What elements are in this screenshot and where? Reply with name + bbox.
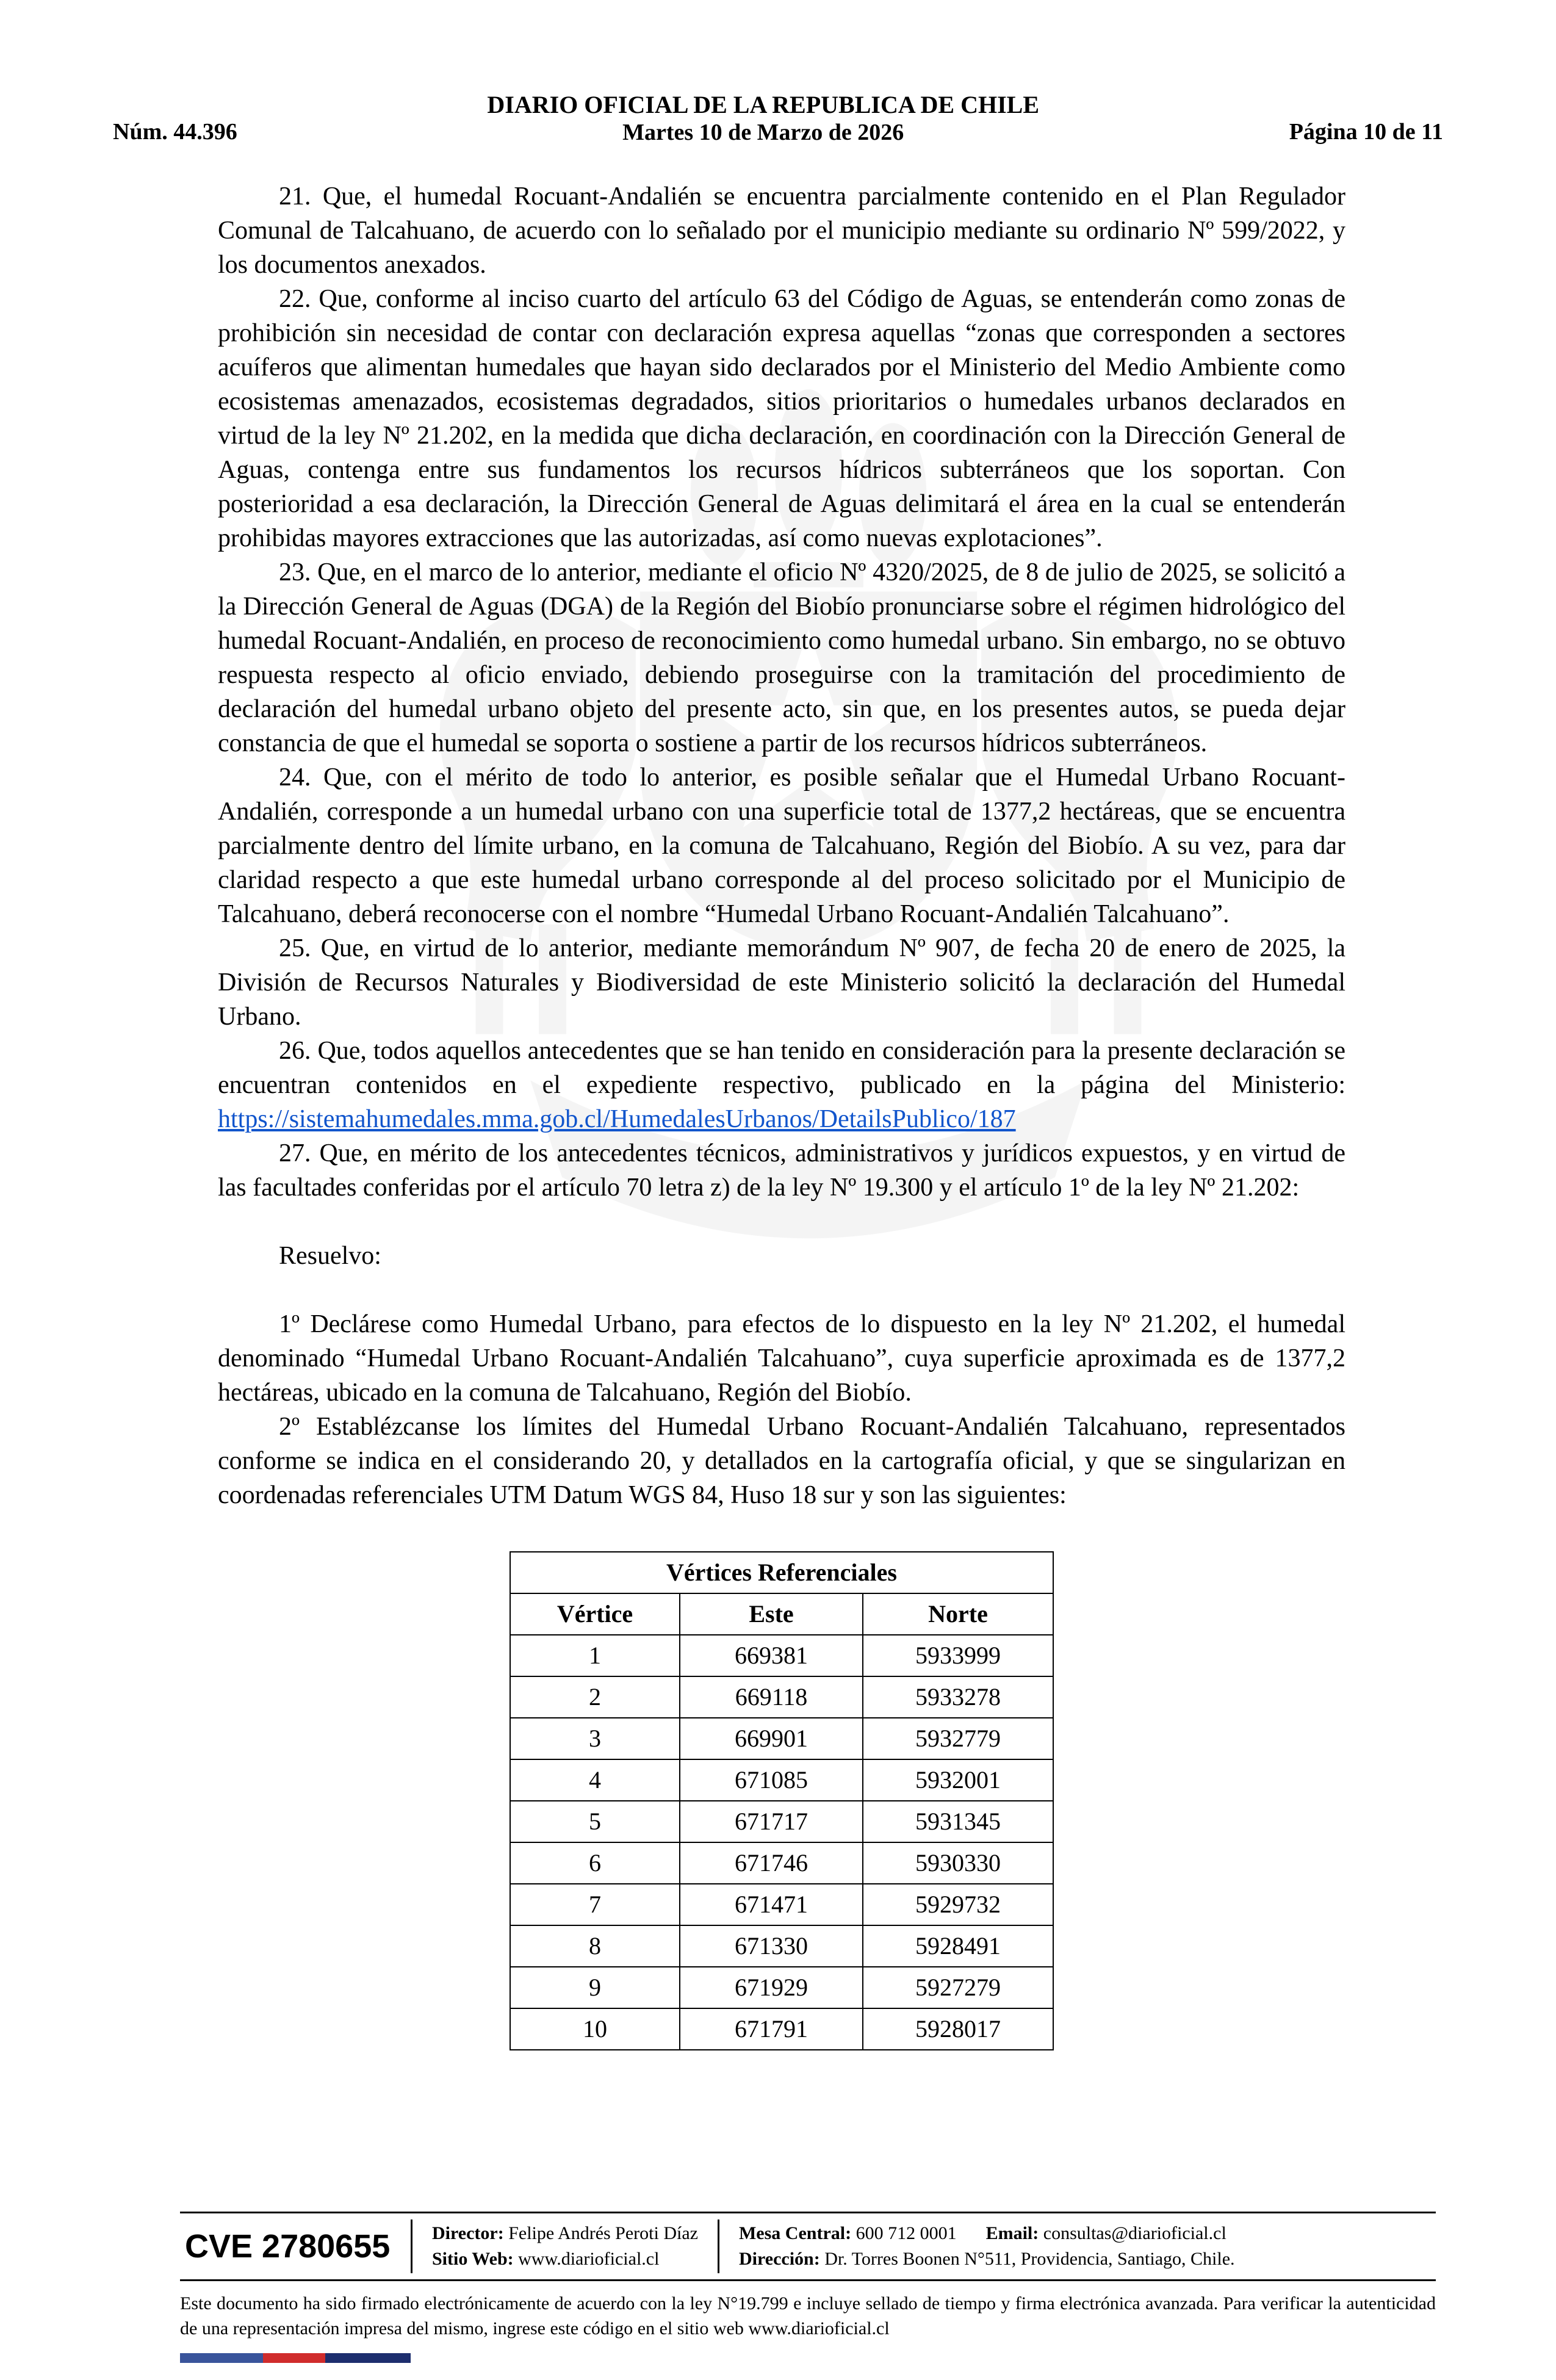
masthead-date: Martes 10 de Marzo de 2026 bbox=[622, 120, 904, 146]
table-cell: 671330 bbox=[680, 1925, 863, 1967]
masthead bbox=[487, 90, 1039, 146]
paragraph-23: 23. Que, en el marco de lo anterior, mediante el oficio Nº 4320/2025, de 8 de julio de 2025, se solicitó a la Dirección General de Aguas (DGA) de la Región del Biobío pronunciarse sobre el régimen hidrológico del humedal Rocuant-Andalién, en proceso de reconocimiento como humedal urbano. Sin embargo, no se obtuvo respuesta respecto al oficio enviado, debiendo proseguirse con la tramitación del procedimiento de declaración del humedal urbano objeto del presente acto, sin que, en los presentes autos, se pueda dejar constancia de que el humedal se soporta o sostiene a partir de los recursos hídricos subterráneos. bbox=[218, 558, 1345, 758]
flag-segment-red bbox=[263, 2353, 325, 2363]
vertices-table bbox=[510, 1551, 1054, 2050]
masthead-title: DIARIO OFICIAL DE LA REPUBLICA DE CHILE bbox=[487, 91, 1040, 118]
paragraph-27: 27. Que, en mérito de los antecedentes técnicos, administrativos y jurídicos expuestos, y en virtud de las facultades conferidas por el artículo 70 letra z) de la ley Nº 19.300 y el artículo 1º de la ley Nº 21.202: bbox=[218, 1139, 1345, 1202]
expediente-url-link[interactable]: https://sistemahumedales.mma.gob.cl/HumedalesUrbanos/DetailsPublico/187 bbox=[218, 1105, 1016, 1134]
flag-segment-blue bbox=[180, 2353, 263, 2363]
direccion-label: Dirección: bbox=[738, 2249, 820, 2269]
email-label: Email: bbox=[985, 2223, 1039, 2243]
table-cell: 671746 bbox=[680, 1842, 863, 1884]
cve-box bbox=[180, 2213, 1436, 2279]
table-cell: 10 bbox=[510, 2008, 680, 2050]
table-cell: 3 bbox=[510, 1718, 680, 1759]
table-row bbox=[510, 1759, 1053, 1801]
direccion-line bbox=[739, 2246, 1416, 2272]
paragraph-24: 24. Que, con el mérito de todo lo anterior, es posible señalar que el Humedal Urbano Rocuant-Andalién, corresponde a un humedal urbano con una superficie total de 1377,2 hectáreas, que se encuentra parcialmente dentro del límite urbano, en la comuna de Talcahuano, Región del Biobío. A su vez, para dar claridad respecto a que este humedal urbano corresponde al del proceso solicitado por el Municipio de Talcahuano, deberá reconocerse con el nombre “Humedal Urbano Rocuant-Andalién Talcahuano”. bbox=[218, 763, 1345, 929]
resolution-1: 1º Declárese como Humedal Urbano, para efectos de lo dispuesto en la ley Nº 21.202, el humedal denominado “Humedal Urbano Rocuant-Andalién Talcahuano”, cuya superficie aproximada es de 1377,2 hectáreas, ubicado en la comuna de Talcahuano, Región del Biobío. bbox=[218, 1310, 1345, 1407]
resuelvo-heading: Resuelvo: bbox=[279, 1242, 381, 1271]
table-cell: 6 bbox=[510, 1842, 680, 1884]
paragraph-26 bbox=[218, 1034, 1345, 1136]
table-cell: 2 bbox=[510, 1676, 680, 1718]
table-cell: 671717 bbox=[680, 1801, 863, 1842]
table-row bbox=[510, 1884, 1053, 1925]
table-row bbox=[510, 1635, 1053, 1676]
sitio-web-label: Sitio Web: bbox=[432, 2249, 514, 2269]
page-header bbox=[113, 90, 1443, 146]
paragraph-25: 25. Que, en virtud de lo anterior, mediante memorándum Nº 907, de fecha 20 de enero de 2025, la División de Recursos Naturales y Biodiversidad de este Ministerio solicitó la declaración del Humedal Urbano. bbox=[218, 934, 1345, 1031]
table-cell: 5 bbox=[510, 1801, 680, 1842]
flag-segment-navy bbox=[325, 2353, 411, 2363]
table-cell: 5933999 bbox=[863, 1635, 1053, 1676]
table-cell: 5927279 bbox=[863, 1967, 1053, 2008]
table-cell: 4 bbox=[510, 1759, 680, 1801]
table-cell: 5932001 bbox=[863, 1759, 1053, 1801]
director-block bbox=[412, 2220, 718, 2273]
table-row bbox=[510, 1925, 1053, 1967]
col-header-vertice: Vértice bbox=[510, 1593, 680, 1635]
page-number: Página 10 de 11 bbox=[1289, 119, 1443, 145]
table-cell: 671085 bbox=[680, 1759, 863, 1801]
cve-number: CVE 2780655 bbox=[185, 2228, 391, 2265]
document-body bbox=[218, 179, 1345, 2050]
director-line bbox=[432, 2221, 698, 2246]
mesa-central-label: Mesa Central: bbox=[738, 2223, 852, 2243]
paragraph-26-text: 26. Que, todos aquellos antecedentes que se han tenido en consideración para la presente declaración se encuentran contenidos en el expediente respectivo, publicado en la página del Ministerio: bbox=[218, 1037, 1345, 1100]
sitio-web-line bbox=[432, 2246, 698, 2272]
table-cell: 671929 bbox=[680, 1967, 863, 2008]
issue-number: Núm. 44.396 bbox=[113, 119, 237, 145]
col-header-este: Este bbox=[680, 1593, 863, 1635]
table-cell: 8 bbox=[510, 1925, 680, 1967]
table-cell: 669118 bbox=[680, 1676, 863, 1718]
table-cell: 5928491 bbox=[863, 1925, 1053, 1967]
director-label: Director: bbox=[432, 2223, 504, 2243]
table-row bbox=[510, 1842, 1053, 1884]
table-cell: 669381 bbox=[680, 1635, 863, 1676]
mesa-central-line bbox=[739, 2221, 1416, 2246]
legal-notice: Este documento ha sido firmado electrónicamente de acuerdo con la ley N°19.799 e incluye sellado de tiempo y firma electrónica avanzada. Para verificar la autenticidad de una representación impresa del mismo, ingrese este código en el sitio web www.diarioficial.cl bbox=[180, 2293, 1436, 2339]
flag-strip bbox=[180, 2353, 411, 2363]
table-row bbox=[510, 1676, 1053, 1718]
table-cell: 671791 bbox=[680, 2008, 863, 2050]
email-value: consultas@diarioficial.cl bbox=[1043, 2223, 1226, 2243]
table-row bbox=[510, 1801, 1053, 1842]
table-cell: 671471 bbox=[680, 1884, 863, 1925]
footer-mid-rule bbox=[180, 2279, 1436, 2281]
table-row bbox=[510, 1718, 1053, 1759]
sitio-web-value: www.diarioficial.cl bbox=[518, 2249, 660, 2269]
director-value: Felipe Andrés Peroti Díaz bbox=[508, 2223, 698, 2243]
paragraph-22: 22. Que, conforme al inciso cuarto del artículo 63 del Código de Aguas, se entenderán como zonas de prohibición sin necesidad de contar con declaración expresa aquellas “zonas que corresponden a sectores acuíferos que alimentan humedales que hayan sido declarados por el Ministerio del Medio Ambiente como ecosistemas amenazados, ecosistemas degradados, sitios prioritarios o humedales urbanos declarados en virtud de la ley Nº 21.202, en la medida que dicha declaración, en coordinación con la Dirección General de Aguas, contenga entre sus fundamentos los recursos hídricos subterráneos que los soportan. Con posterioridad a esa declaración, la Dirección General de Aguas delimitará el área en la cual se entenderán prohibidas mayores extracciones que las autorizadas, así como nuevas explotaciones”. bbox=[218, 285, 1345, 553]
page-footer bbox=[180, 2212, 1436, 2363]
table-row bbox=[510, 2008, 1053, 2050]
table-cell: 5929732 bbox=[863, 1884, 1053, 1925]
table-row bbox=[510, 1967, 1053, 2008]
resolution-2: 2º Establézcanse los límites del Humedal Urbano Rocuant-Andalién Talcahuano, representados conforme se indica en el considerando 20, y detallados en la cartografía oficial, y que se singularizan en coordenadas referenciales UTM Datum WGS 84, Huso 18 sur y son las siguientes: bbox=[218, 1413, 1345, 1510]
contact-block bbox=[719, 2220, 1436, 2273]
table-title: Vértices Referenciales bbox=[510, 1552, 1053, 1593]
table-cell: 669901 bbox=[680, 1718, 863, 1759]
paragraph-21: 21. Que, el humedal Rocuant-Andalién se encuentra parcialmente contenido en el Plan Regulador Comunal de Talcahuano, de acuerdo con lo señalado por el municipio mediante su ordinario Nº 599/2022, y los documentos anexados. bbox=[218, 182, 1345, 279]
mesa-central-value: 600 712 0001 bbox=[855, 2223, 957, 2243]
table-title-row bbox=[510, 1552, 1053, 1593]
table-cell: 9 bbox=[510, 1967, 680, 2008]
table-cell: 1 bbox=[510, 1635, 680, 1676]
table-cell: 7 bbox=[510, 1884, 680, 1925]
table-cell: 5930330 bbox=[863, 1842, 1053, 1884]
table-cell: 5932779 bbox=[863, 1718, 1053, 1759]
direccion-value: Dr. Torres Boonen N°511, Providencia, Santiago, Chile. bbox=[824, 2249, 1235, 2269]
table-header-row bbox=[510, 1593, 1053, 1635]
table-cell: 5931345 bbox=[863, 1801, 1053, 1842]
table-cell: 5928017 bbox=[863, 2008, 1053, 2050]
col-header-norte: Norte bbox=[863, 1593, 1053, 1635]
table-cell: 5933278 bbox=[863, 1676, 1053, 1718]
